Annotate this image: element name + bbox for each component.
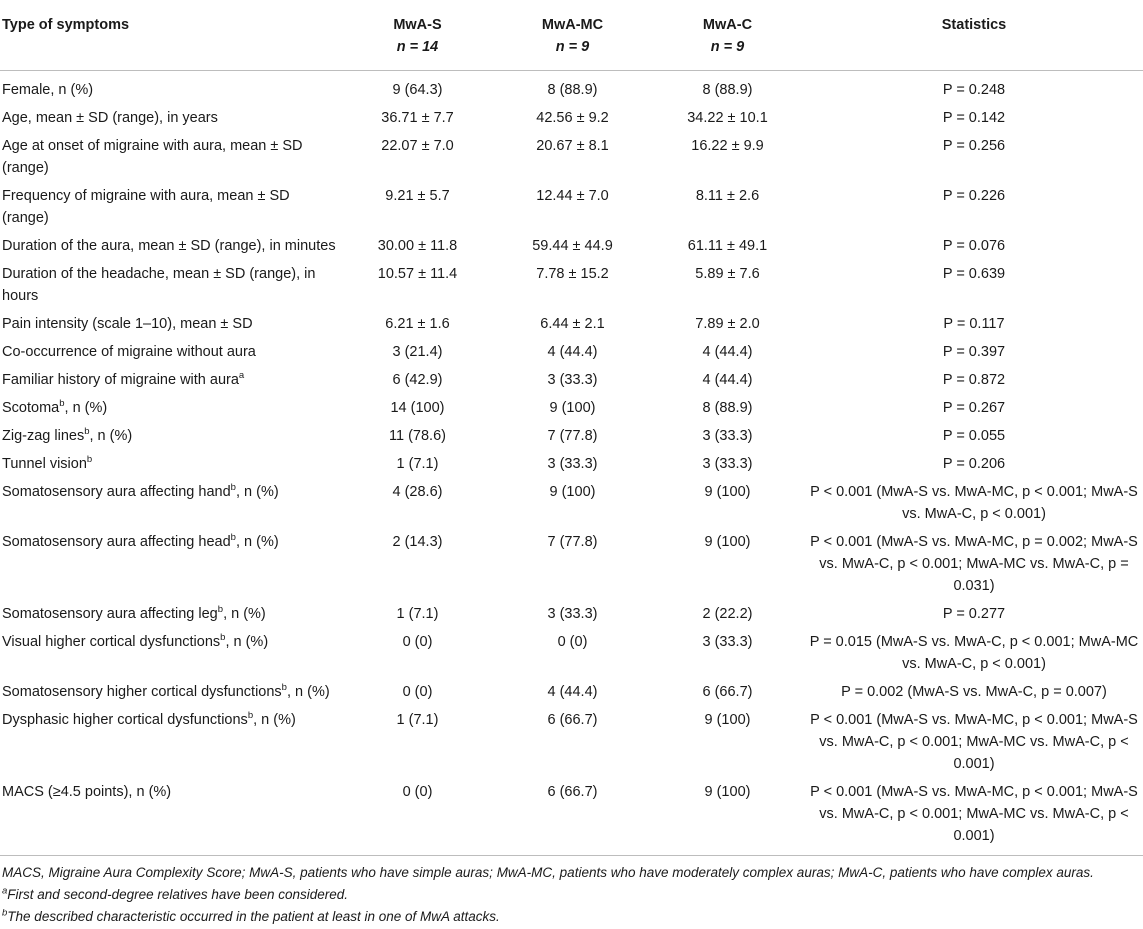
- cell-statistics: P < 0.001 (MwA-S vs. MwA-MC, p < 0.001; MwA-S vs. MwA-C, p < 0.001; MwA-MC vs. MwA-C, p < 0.001): [810, 784, 1138, 844]
- cell-statistics: P = 0.142: [942, 110, 1006, 126]
- cell-mwa-mc: 0 (0): [557, 634, 588, 650]
- cell-mwa-c: 8 (88.9): [702, 82, 753, 98]
- cell-mwa-mc: 7 (77.8): [547, 534, 598, 550]
- cell-statistics: P = 0.267: [942, 400, 1006, 416]
- row-label: Somatosensory aura affecting hand$^b$, n (%): [2, 482, 279, 500]
- cell-mwa-s: 10.57 ± 11.4: [377, 266, 458, 282]
- header-mwa-c: [650, 0, 805, 71]
- table-row: [0, 528, 1143, 600]
- cell-mwa-mc: 9 (100): [549, 484, 596, 500]
- cell-mwa-mc: 8 (88.9): [547, 82, 598, 98]
- cell-mwa-mc: 4 (44.4): [547, 684, 598, 700]
- cell-mwa-c: 4 (44.4): [702, 344, 753, 360]
- cell-mwa-c: 8.11 ± 2.6: [695, 188, 760, 204]
- cell-mwa-s: 3 (21.4): [392, 344, 443, 360]
- cell-mwa-s: 1 (7.1): [396, 712, 439, 728]
- cell-mwa-s: 1 (7.1): [396, 456, 439, 472]
- row-label: Co-occurrence of migraine without aura: [2, 344, 256, 360]
- cell-statistics: P = 0.256: [942, 138, 1006, 154]
- table-row: [0, 232, 1143, 260]
- table-row: [0, 778, 1143, 856]
- cell-mwa-s: 6.21 ± 1.6: [385, 316, 450, 332]
- table-row: [0, 366, 1143, 394]
- cell-mwa-c: 34.22 ± 10.1: [687, 110, 768, 126]
- cell-mwa-c: 3 (33.3): [702, 634, 753, 650]
- row-label: Pain intensity (scale 1–10), mean ± SD: [2, 316, 253, 332]
- cell-mwa-mc: 3 (33.3): [547, 456, 598, 472]
- table-row: [0, 104, 1143, 132]
- header-mwa-mc-n: n = 9: [555, 39, 590, 55]
- table-row: [0, 600, 1143, 628]
- row-label: Frequency of migraine with aura, mean ± SD (range): [2, 188, 290, 226]
- cell-mwa-c: 5.89 ± 7.6: [695, 266, 760, 282]
- cell-mwa-mc: 20.67 ± 8.1: [536, 138, 609, 154]
- table-header: [0, 0, 1143, 71]
- cell-statistics: P < 0.001 (MwA-S vs. MwA-MC, p < 0.001; MwA-S vs. MwA-C, p < 0.001; MwA-MC vs. MwA-C, p < 0.001): [810, 712, 1138, 772]
- row-label: Female, n (%): [2, 82, 94, 98]
- cell-statistics: P < 0.001 (MwA-S vs. MwA-MC, p = 0.002; MwA-S vs. MwA-C, p < 0.001; MwA-MC vs. MwA-C, p = 0.031): [810, 534, 1138, 594]
- row-label: Somatosensory higher cortical dysfunctions$^b$, n (%): [2, 682, 330, 700]
- table-row: [0, 422, 1143, 450]
- header-mwa-mc-label: MwA-MC: [541, 17, 604, 33]
- cell-mwa-mc: 9 (100): [549, 400, 596, 416]
- table-row: [0, 132, 1143, 182]
- cell-mwa-mc: 6.44 ± 2.1: [540, 316, 605, 332]
- footnote-a: $^a$First and second-degree relatives have been considered.: [2, 885, 349, 902]
- cell-mwa-c: 3 (33.3): [702, 456, 753, 472]
- cell-mwa-c: 6 (66.7): [702, 684, 753, 700]
- table-footnotes: [0, 856, 1143, 928]
- cell-mwa-s: 30.00 ± 11.8: [377, 238, 458, 254]
- cell-mwa-c: 9 (100): [704, 784, 751, 800]
- row-label: Somatosensory aura affecting leg$^b$, n (%): [2, 604, 266, 622]
- cell-mwa-mc: 4 (44.4): [547, 344, 598, 360]
- cell-statistics: P = 0.206: [942, 456, 1006, 472]
- table-row: [0, 706, 1143, 778]
- cell-mwa-s: 2 (14.3): [392, 534, 443, 550]
- header-mwa-c-n: n = 9: [710, 39, 745, 55]
- cell-statistics: P = 0.277: [942, 606, 1006, 622]
- header-mwa-c-label: MwA-C: [702, 17, 753, 33]
- row-label: Age, mean ± SD (range), in years: [2, 110, 218, 126]
- cell-mwa-c: 9 (100): [704, 712, 751, 728]
- cell-mwa-c: 9 (100): [704, 484, 751, 500]
- cell-statistics: P = 0.248: [942, 82, 1006, 98]
- cell-statistics: P < 0.001 (MwA-S vs. MwA-MC, p < 0.001; MwA-S vs. MwA-C, p < 0.001): [810, 484, 1138, 522]
- cell-mwa-s: 14 (100): [390, 400, 445, 416]
- cell-mwa-mc: 6 (66.7): [547, 712, 598, 728]
- cell-mwa-c: 4 (44.4): [702, 372, 753, 388]
- table-row: [0, 628, 1143, 678]
- cell-mwa-c: 7.89 ± 2.0: [695, 316, 760, 332]
- cell-mwa-s: 0 (0): [402, 784, 433, 800]
- row-label: Dysphasic higher cortical dysfunctions$^b$, n (%): [2, 710, 296, 728]
- cell-mwa-mc: 7.78 ± 15.2: [536, 266, 609, 282]
- row-label: MACS (≥4.5 points), n (%): [2, 784, 172, 800]
- row-label: Age at onset of migraine with aura, mean ± SD (range): [2, 138, 303, 176]
- cell-mwa-mc: 12.44 ± 7.0: [536, 188, 609, 204]
- row-label: Zig-zag lines$^b$, n (%): [2, 426, 133, 444]
- cell-statistics: P = 0.015 (MwA-S vs. MwA-C, p < 0.001; MwA-MC vs. MwA-C, p < 0.001): [809, 634, 1139, 672]
- header-mwa-s-n: n = 14: [396, 39, 439, 55]
- cell-mwa-c: 9 (100): [704, 534, 751, 550]
- cell-mwa-mc: 3 (33.3): [547, 606, 598, 622]
- table-row: [0, 71, 1143, 105]
- cell-statistics: P = 0.055: [942, 428, 1006, 444]
- cell-mwa-mc: 59.44 ± 44.9: [532, 238, 613, 254]
- table-row: [0, 678, 1143, 706]
- cell-mwa-c: 2 (22.2): [702, 606, 753, 622]
- cell-mwa-mc: 42.56 ± 9.2: [536, 110, 609, 126]
- cell-statistics: P = 0.397: [942, 344, 1006, 360]
- cell-mwa-s: 6 (42.9): [392, 372, 443, 388]
- header-type-of-symptoms: Type of symptoms: [0, 0, 340, 71]
- footnote-b: $^b$The described characteristic occurred in the patient at least in one of MwA attacks.: [2, 907, 500, 924]
- cell-statistics: P = 0.639: [942, 266, 1006, 282]
- row-label: Duration of the aura, mean ± SD (range), in minutes: [2, 238, 336, 254]
- cell-mwa-mc: 7 (77.8): [547, 428, 598, 444]
- row-label: Duration of the headache, mean ± SD (range), in hours: [2, 266, 316, 304]
- header-mwa-mc: [495, 0, 650, 71]
- row-label: Visual higher cortical dysfunctions$^b$, n (%): [2, 632, 269, 650]
- cell-mwa-c: 3 (33.3): [702, 428, 753, 444]
- cell-mwa-s: 11 (78.6): [389, 428, 446, 444]
- table-row: [0, 450, 1143, 478]
- cell-statistics: P = 0.872: [942, 372, 1006, 388]
- cell-statistics: P = 0.002 (MwA-S vs. MwA-C, p = 0.007): [841, 684, 1107, 700]
- header-statistics: Statistics: [805, 0, 1143, 71]
- cell-mwa-mc: 6 (66.7): [547, 784, 598, 800]
- cell-mwa-mc: 3 (33.3): [547, 372, 598, 388]
- cell-mwa-c: 8 (88.9): [702, 400, 753, 416]
- table-row: [0, 394, 1143, 422]
- table-row: [0, 310, 1143, 338]
- row-label: Familiar history of migraine with aura$^a$: [2, 370, 245, 388]
- cell-mwa-s: 0 (0): [402, 634, 433, 650]
- row-label: Somatosensory aura affecting head$^b$, n (%): [2, 532, 279, 550]
- cell-mwa-s: 9 (64.3): [392, 82, 443, 98]
- cell-statistics: P = 0.226: [942, 188, 1006, 204]
- table-row: [0, 338, 1143, 366]
- cell-mwa-c: 61.11 ± 49.1: [687, 238, 768, 254]
- cell-mwa-s: 0 (0): [402, 684, 433, 700]
- table-body: [0, 71, 1143, 856]
- header-row: [0, 0, 1143, 71]
- row-label: Tunnel vision$^b$: [2, 454, 93, 472]
- table-row: [0, 478, 1143, 528]
- header-mwa-s: [340, 0, 495, 71]
- row-label: Scotoma$^b$, n (%): [2, 398, 108, 416]
- header-mwa-s-label: MwA-S: [393, 17, 442, 33]
- footnote-abbreviations: MACS, Migraine Aura Complexity Score; MwA-S, patients who have simple auras; MwA-MC, patients who have moderately complex auras; MwA-C, patients who have complex auras.: [2, 865, 1094, 880]
- table-row: [0, 182, 1143, 232]
- cell-mwa-s: 36.71 ± 7.7: [381, 110, 454, 126]
- cell-statistics: P = 0.076: [942, 238, 1006, 254]
- cell-mwa-s: 22.07 ± 7.0: [381, 138, 454, 154]
- cell-mwa-s: 1 (7.1): [396, 606, 439, 622]
- cell-mwa-s: 4 (28.6): [392, 484, 443, 500]
- cell-statistics: P = 0.117: [943, 316, 1005, 332]
- cell-mwa-s: 9.21 ± 5.7: [385, 188, 450, 204]
- cell-mwa-c: 16.22 ± 9.9: [691, 138, 764, 154]
- table-row: [0, 260, 1143, 310]
